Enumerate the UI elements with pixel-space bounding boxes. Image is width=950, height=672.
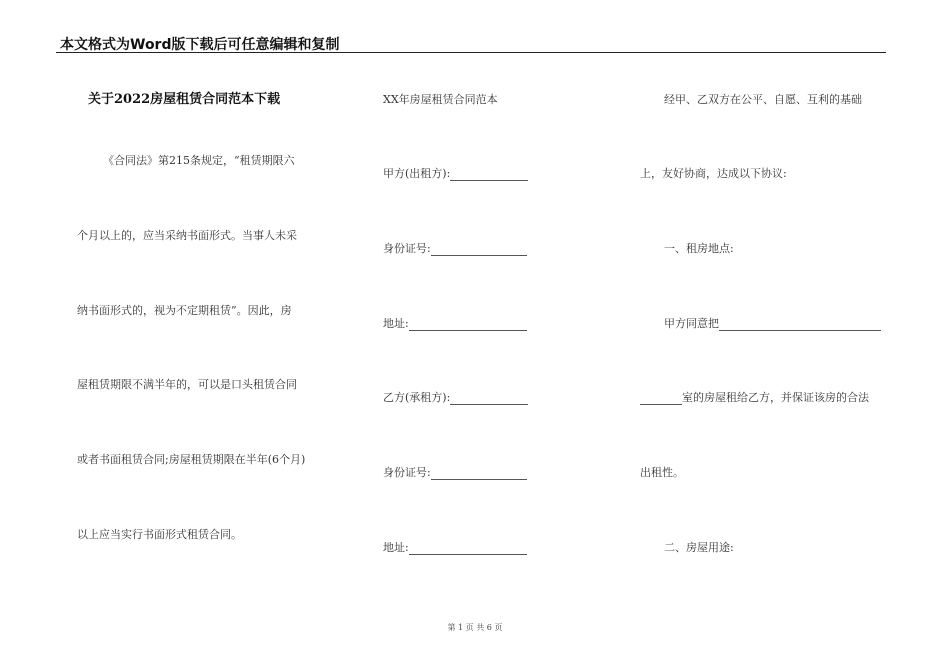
page-header-title: 本文格式为Word版下载后可任意编辑和复制 <box>60 37 340 53</box>
section-heading: 一、租房地点: <box>664 242 734 255</box>
paragraph-line: 屋租赁期限不满半年的，可以是口头租赁合同 <box>77 378 297 391</box>
field-row <box>383 317 527 331</box>
field-row <box>383 466 527 480</box>
blank-underline <box>431 468 527 480</box>
paragraph-line: 上，友好协商，达成以下协议: <box>640 167 787 180</box>
field-label: 甲方(出租方): <box>383 167 451 180</box>
blank-underline <box>409 543 527 555</box>
field-row <box>383 242 527 256</box>
field-row <box>383 167 528 181</box>
contract-title: XX年房屋租赁合同范本 <box>383 93 498 106</box>
paragraph-line: 纳书面形式的，视为不定期租赁”。因此，房 <box>77 304 292 317</box>
paragraph-line: 或者书面租赁合同;房屋租赁期限在半年(6个月) <box>77 453 306 466</box>
field-label: 地址: <box>383 317 409 330</box>
section-heading: 二、房屋用途: <box>664 541 734 554</box>
blank-underline <box>431 244 527 256</box>
blank-underline <box>719 319 881 331</box>
field-label: 身份证号: <box>383 466 431 479</box>
page-number-footer: 第 1 页 共 6 页 <box>447 623 503 632</box>
field-row <box>383 391 528 405</box>
paragraph-line: 出租性。 <box>640 466 684 479</box>
field-label: 地址: <box>383 541 409 554</box>
blank-underline <box>450 169 528 181</box>
blank-underline <box>450 393 528 405</box>
paragraph-line: 经甲、乙双方在公平、自愿、互利的基础 <box>664 93 862 106</box>
paragraph-line: 个月以上的，应当采纳书面形式。当事人未采 <box>77 229 297 242</box>
blank-underline <box>409 319 527 331</box>
field-row <box>640 391 869 405</box>
field-label: 乙方(承租方): <box>383 391 451 404</box>
field-row <box>383 541 527 555</box>
blank-underline <box>640 393 682 405</box>
paragraph-line: 以上应当实行书面形式租赁合同。 <box>77 528 242 541</box>
paragraph-line: 《合同法》第215条规定，“租赁期限六 <box>103 154 295 167</box>
paragraph-text: 甲方同意把 <box>664 317 719 330</box>
field-row <box>664 317 881 331</box>
header-divider <box>56 52 886 53</box>
paragraph-text: 室的房屋租给乙方，并保证该房的合法 <box>682 391 869 404</box>
field-label: 身份证号: <box>383 242 431 255</box>
document-title: 关于2022房屋租赁合同范本下载 <box>88 92 281 107</box>
